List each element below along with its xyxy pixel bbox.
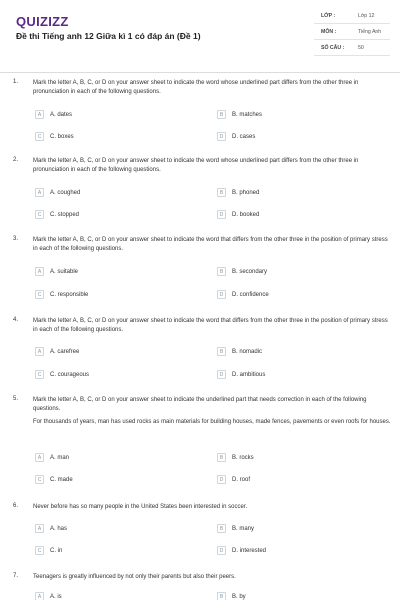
option-letter-box: A (35, 524, 44, 533)
option-text: C. boxes (50, 133, 74, 140)
option-text: A. coughed (50, 189, 81, 196)
option-text: C. responsible (50, 291, 89, 298)
option-text: B. rocks (232, 454, 254, 461)
quizizz-logo: QUIZIZZ (16, 14, 69, 29)
page-header (0, 0, 400, 72)
question-number: 6. (13, 503, 19, 509)
meta-value: Tiếng Anh (358, 28, 382, 35)
option-letter-box: D (217, 546, 226, 555)
option-letter-box: A (35, 110, 44, 119)
option-text: C. in (50, 547, 63, 554)
option-text: B. secondary (232, 268, 268, 275)
option-c[interactable] (35, 545, 62, 556)
option-text: D. ambitious (232, 371, 266, 378)
option-text: D. booked (232, 211, 260, 218)
option-a[interactable] (35, 346, 79, 357)
option-text: D. interested (232, 547, 267, 554)
option-text: A. dates (50, 111, 73, 118)
question-text: Mark the letter A, B, C, or D on your answer sheet to indicate the word that differs from the other three in the position of primary stress in each of the following questions. (33, 318, 388, 333)
meta-row-class (314, 8, 390, 24)
question-number: 1. (13, 79, 19, 85)
question-passage: For thousands of years, man has used rocks as main materials for building houses, made fences, pavements or even roofs for houses. (33, 419, 391, 425)
option-a[interactable] (35, 591, 62, 600)
option-letter-box: B (217, 524, 226, 533)
option-a[interactable] (35, 523, 67, 534)
question-text: Mark the letter A, B, C, or D on your answer sheet to indicate the word whose underlined part differs from the other three in pronunciation in each of the following questions. (33, 158, 359, 173)
option-letter-box: A (35, 188, 44, 197)
option-text: A. is (50, 593, 62, 600)
option-c[interactable] (35, 289, 88, 300)
question-text: Teenagers is greatly influenced by not only their parents but also their peers. (33, 574, 236, 580)
option-a[interactable] (35, 452, 69, 463)
option-d[interactable] (217, 369, 265, 380)
option-letter-box: C (35, 475, 44, 484)
meta-label: LỚP : (321, 12, 336, 19)
option-d[interactable] (217, 209, 259, 220)
option-letter-box: B (217, 110, 226, 119)
option-letter-box: B (217, 347, 226, 356)
option-d[interactable] (217, 289, 269, 300)
option-letter-box: D (217, 475, 226, 484)
option-letter-box: A (35, 267, 44, 276)
option-text: C. made (50, 476, 73, 483)
option-b[interactable] (217, 452, 254, 463)
option-d[interactable] (217, 545, 266, 556)
option-text: A. carefree (50, 348, 80, 355)
option-text: B. nomadic (232, 348, 263, 355)
meta-label: SỐ CÂU : (321, 44, 345, 51)
option-b[interactable] (217, 266, 267, 277)
meta-row-subject (314, 24, 390, 40)
option-d[interactable] (217, 474, 250, 485)
option-letter-box: D (217, 132, 226, 141)
meta-value: Lớp 12 (358, 12, 375, 19)
meta-info-table (314, 8, 390, 56)
option-letter-box: B (217, 592, 226, 600)
option-letter-box: A (35, 347, 44, 356)
question-number: 3. (13, 236, 19, 242)
option-a[interactable] (35, 266, 78, 277)
option-letter-box: D (217, 290, 226, 299)
option-b[interactable] (217, 187, 259, 198)
option-b[interactable] (217, 523, 254, 534)
option-letter-box: A (35, 453, 44, 462)
option-letter-box: C (35, 370, 44, 379)
option-text: C. courageous (50, 371, 90, 378)
option-c[interactable] (35, 131, 74, 142)
option-letter-box: C (35, 546, 44, 555)
question-number: 7. (13, 573, 19, 579)
option-text: B. many (232, 525, 255, 532)
option-letter-box: D (217, 210, 226, 219)
question-text: Mark the letter A, B, C, or D on your answer sheet to indicate the word whose underlined part differs from the other three in pronunciation in each of the following questions. (33, 80, 359, 95)
option-letter-box: C (35, 210, 44, 219)
question-text: Mark the letter A, B, C, or D on your answer sheet to indicate the underlined part that needs correction in each of the following questions. (33, 397, 367, 412)
option-letter-box: C (35, 290, 44, 299)
option-text: A. has (50, 525, 68, 532)
option-letter-box: D (217, 370, 226, 379)
option-d[interactable] (217, 131, 255, 142)
option-letter-box: C (35, 132, 44, 141)
option-letter-box: B (217, 453, 226, 462)
option-c[interactable] (35, 209, 79, 220)
option-text: B. matches (232, 111, 263, 118)
header-divider (0, 72, 400, 73)
option-text: A. suitable (50, 268, 79, 275)
option-text: D. roof (232, 476, 251, 483)
question-text: Mark the letter A, B, C, or D on your answer sheet to indicate the word that differs from the other three in the position of primary stress in each of the following questions. (33, 237, 388, 252)
meta-label: MÔN : (321, 28, 337, 35)
option-c[interactable] (35, 474, 73, 485)
question-text: Never before has so many people in the United States been interested in soccer. (33, 504, 248, 510)
option-letter-box: B (217, 188, 226, 197)
option-a[interactable] (35, 109, 72, 120)
option-b[interactable] (217, 591, 246, 600)
option-text: B. phoned (232, 189, 260, 196)
question-number: 5. (13, 396, 19, 402)
meta-value: 50 (358, 44, 364, 51)
question-number: 2. (13, 157, 19, 163)
option-letter-box: B (217, 267, 226, 276)
option-b[interactable] (217, 109, 262, 120)
option-letter-box: A (35, 592, 44, 600)
document-title: Đề thi Tiếng anh 12 Giữa kì 1 có đáp án (Đề 1) (16, 31, 201, 41)
option-text: A. man (50, 454, 70, 461)
option-b[interactable] (217, 346, 262, 357)
question-number: 4. (13, 317, 19, 323)
option-text: C. stopped (50, 211, 80, 218)
meta-row-question-count (314, 40, 390, 56)
option-c[interactable] (35, 369, 89, 380)
option-text: B. by (232, 593, 246, 600)
option-a[interactable] (35, 187, 80, 198)
option-text: D. cases (232, 133, 256, 140)
option-text: D. confidence (232, 291, 269, 298)
